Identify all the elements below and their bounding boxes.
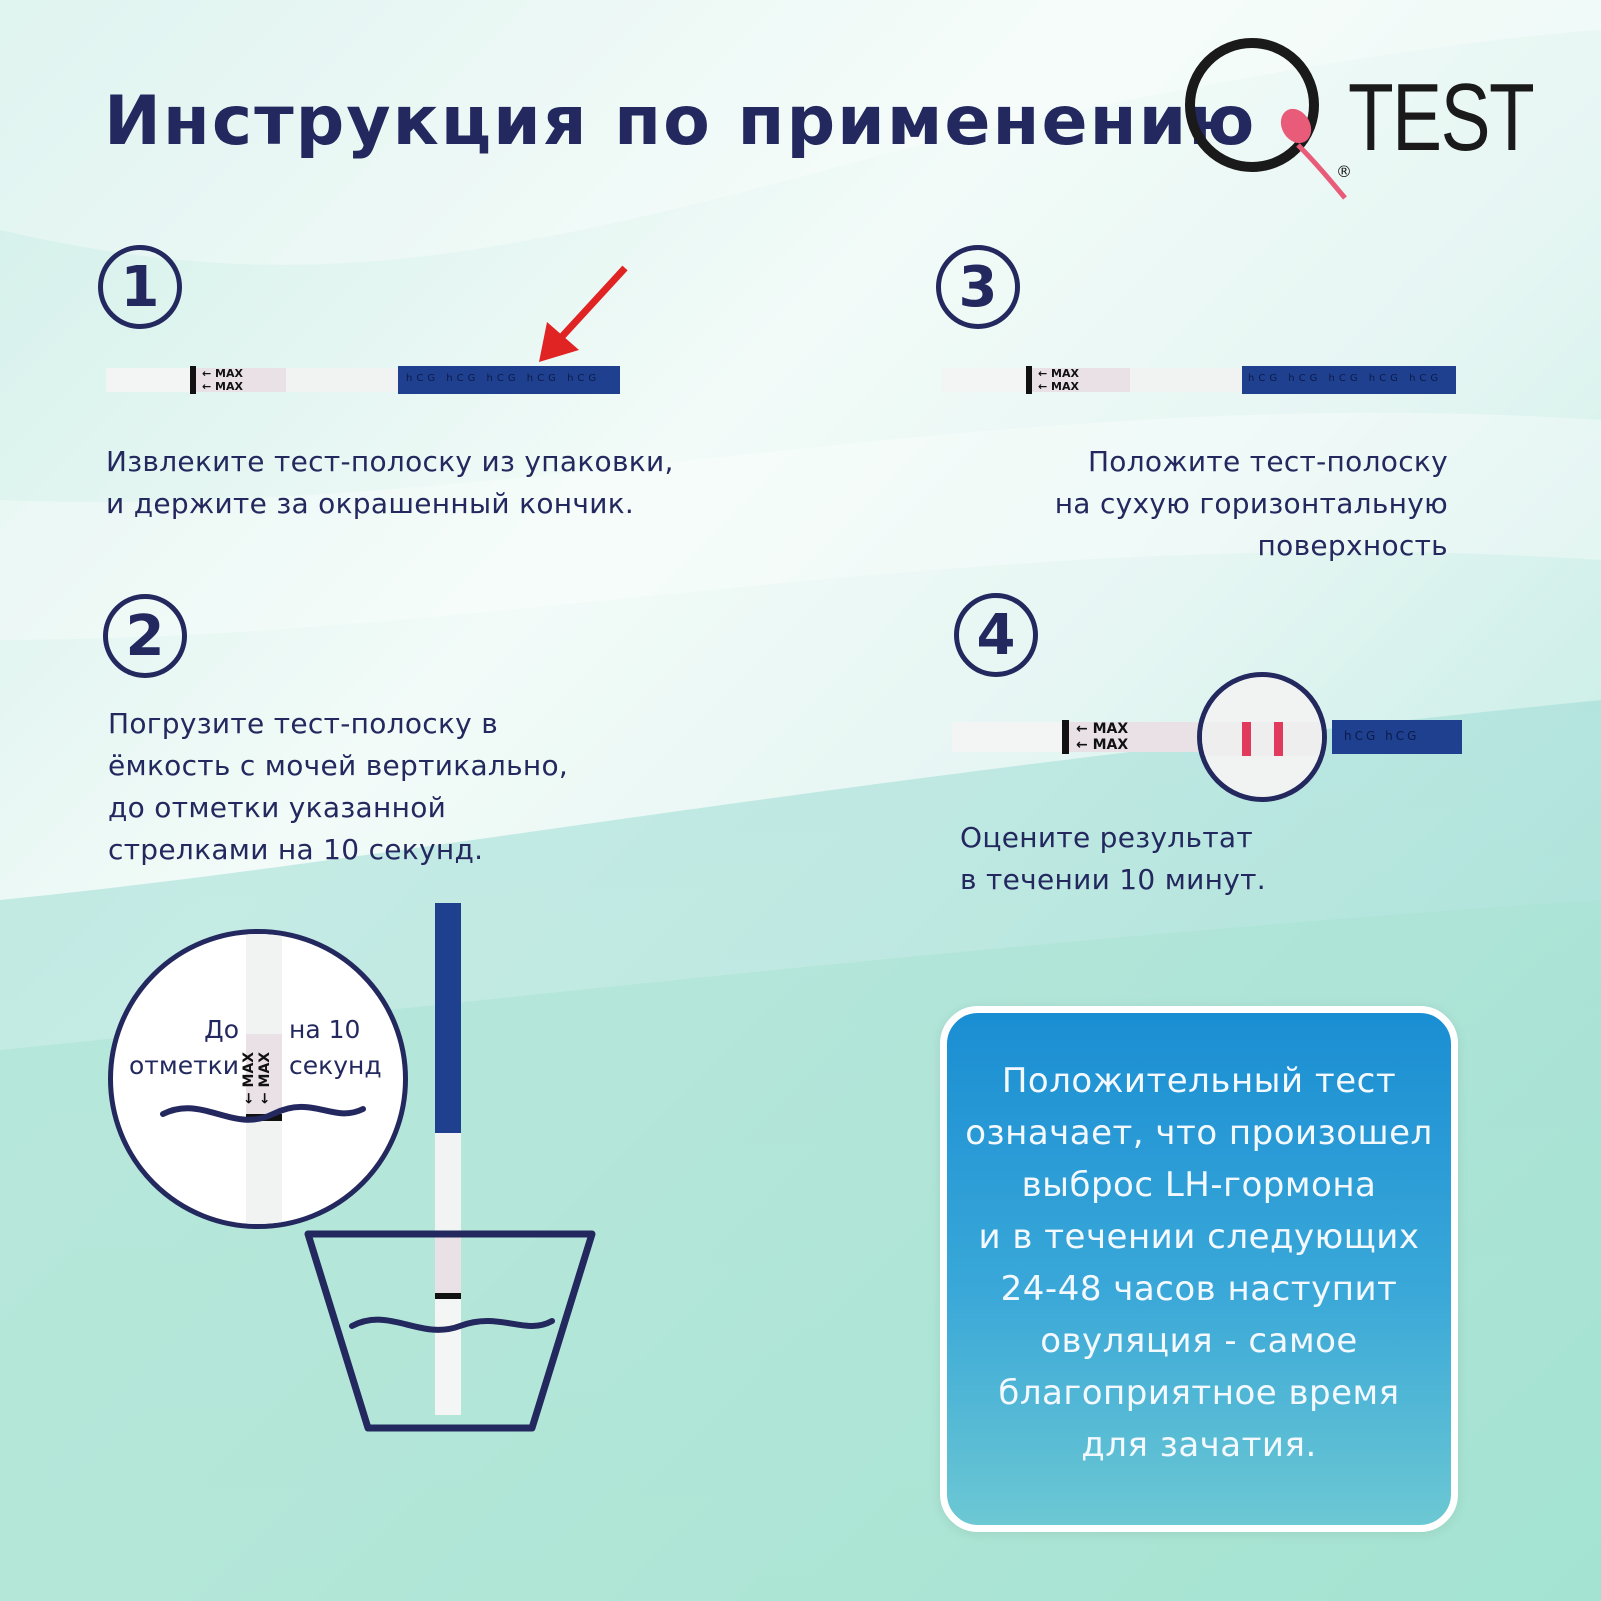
- info-box-text: Положительный тест означает, что произошел выброс LH-гормона и в течении следующих 24-48 часов наступит овуляция - самое благоприятное время для зачатия.: [965, 1061, 1433, 1465]
- test-strip-1: ← MAX ← MAX hCG hCG hCG hCG hCG: [106, 366, 620, 394]
- page-title: Инструкция по применению: [104, 82, 1257, 161]
- test-strip-4: ← MAX ← MAX hCG hCG: [952, 720, 1462, 754]
- test-line: [1274, 722, 1283, 756]
- info-box: [940, 1006, 1458, 1532]
- dip-left-label: До отметки: [128, 1015, 239, 1080]
- dip-zoom-circle: [108, 929, 408, 1229]
- max-mark: ← MAX ← MAX: [241, 1051, 274, 1105]
- water-wave-icon: [153, 1094, 373, 1134]
- test-strip-3: ← MAX ← MAX hCG hCG hCG hCG hCG: [942, 366, 1456, 394]
- step-4-text: Оцените результат в течении 10 минут.: [960, 821, 1266, 896]
- max-mark: ← MAX ← MAX: [1076, 721, 1129, 753]
- qtest-logo: [1180, 30, 1534, 210]
- cup-icon: [300, 1226, 600, 1436]
- red-arrow-icon: [535, 260, 635, 370]
- step-1-number: 1: [98, 245, 182, 329]
- step-3-number: 3: [936, 245, 1020, 329]
- step-2-text: Погрузите тест-полоску в ёмкость с мочей вертикально, до отметки указанной стрелками на 10 секунд.: [108, 707, 569, 866]
- control-line: [1242, 722, 1251, 756]
- step-3-text: Положите тест-полоску на сухую горизонтальную поверхность: [1054, 445, 1448, 562]
- registered-mark: ®: [1336, 162, 1352, 181]
- max-mark: ← MAX ← MAX: [202, 367, 243, 393]
- result-zoom-circle: [1197, 672, 1327, 802]
- logo-text: TEST: [1348, 64, 1534, 171]
- max-mark: ← MAX ← MAX: [1038, 367, 1079, 393]
- step-2-number: 2: [103, 594, 187, 678]
- dip-right-label: на 10 секунд: [289, 1015, 382, 1080]
- step-1-text: Извлеките тест-полоску из упаковки, и держите за окрашенный кончик.: [106, 445, 674, 520]
- step-4-number: 4: [954, 593, 1038, 677]
